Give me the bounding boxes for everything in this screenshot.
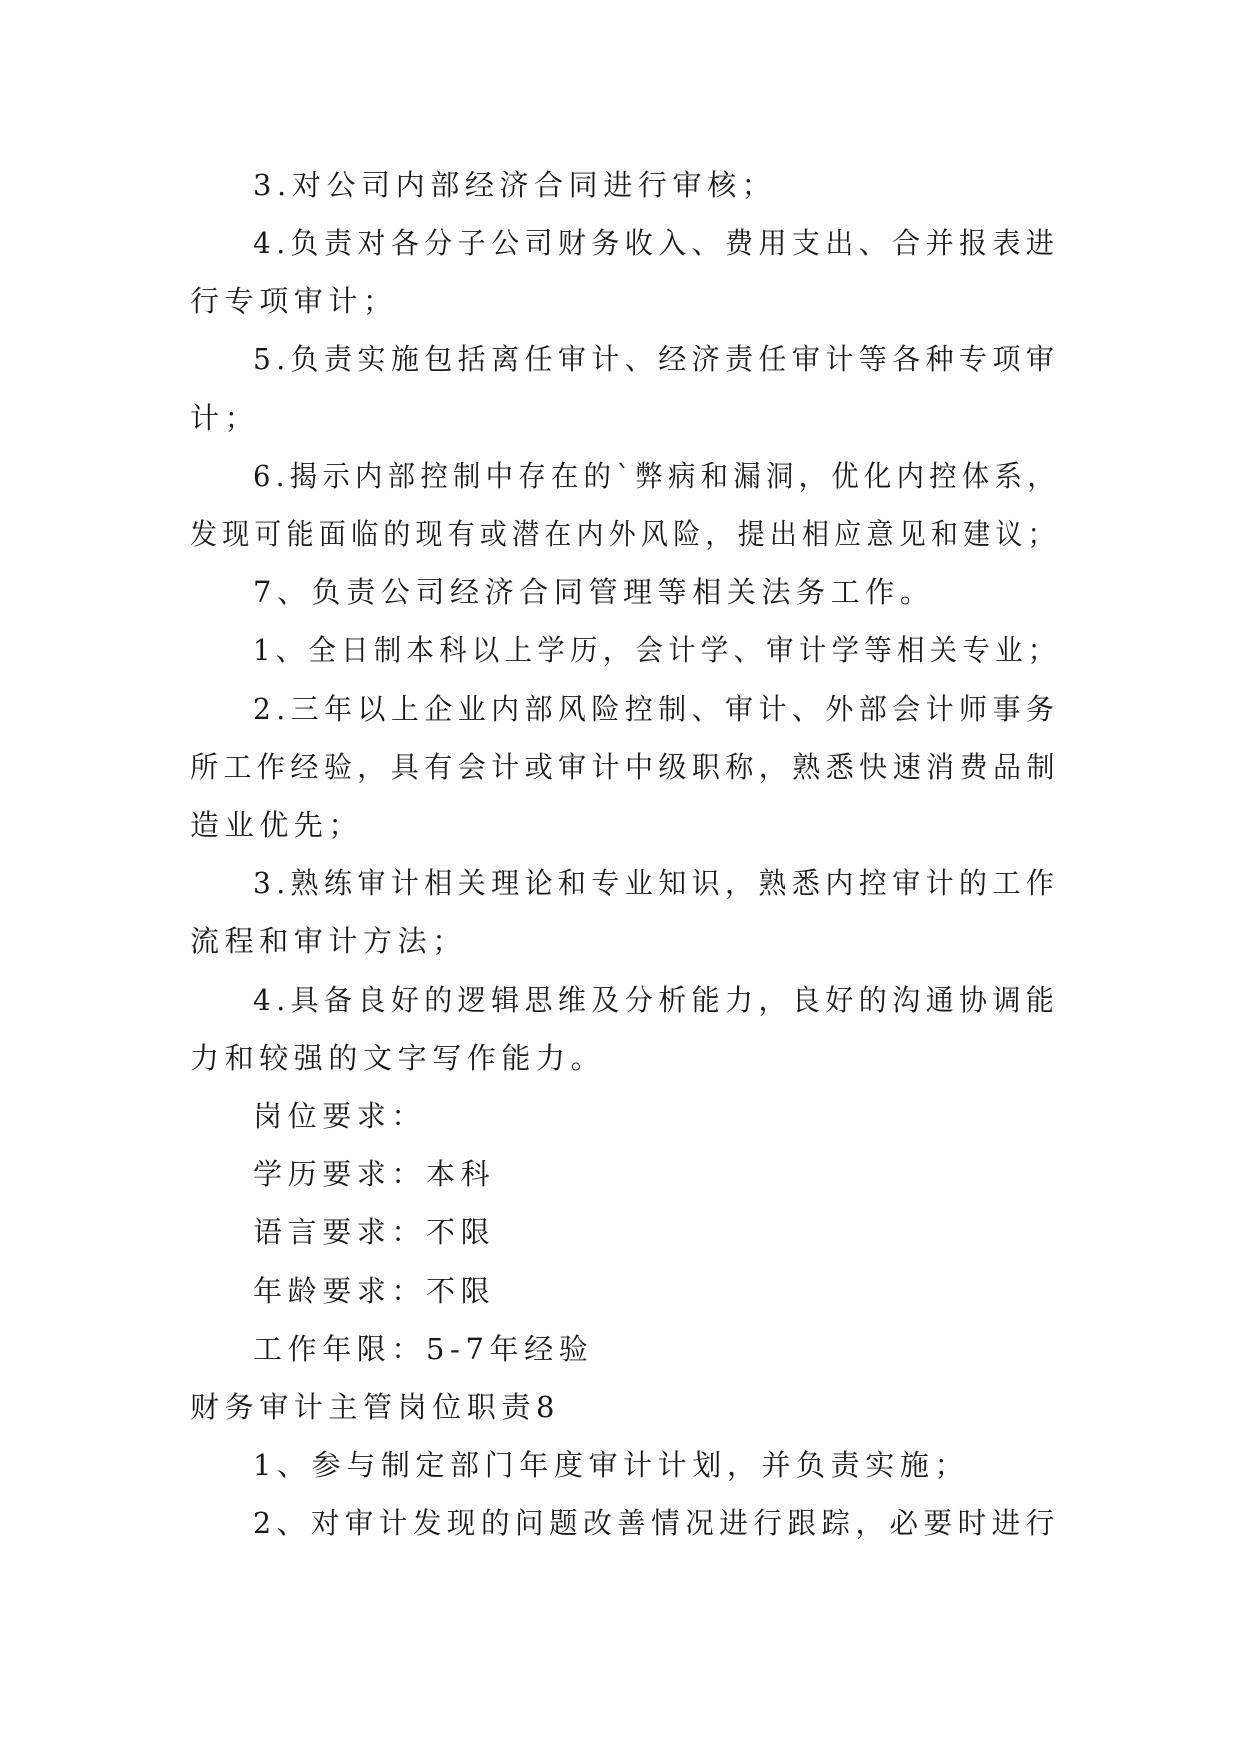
section-heading: 财务审计主管岗位职责8 — [190, 1390, 561, 1424]
text-line: 语言要求：不限 — [253, 1215, 496, 1249]
text-line: 力和较强的文字写作能力。 — [190, 1041, 606, 1075]
text-line: 行专项审计； — [190, 284, 398, 318]
text-line: 1、参与制定部门年度审计计划，并负责实施； — [253, 1448, 970, 1482]
text-line: 4.具备良好的逻辑思维及分析能力，良好的沟通协调能 — [253, 983, 1060, 1017]
text-line: 岗位要求： — [253, 1099, 427, 1133]
text-line: 工作年限：5-7年经验 — [253, 1332, 594, 1366]
text-line: 学历要求：本科 — [253, 1157, 496, 1191]
text-line: 计； — [190, 401, 260, 435]
text-line: 4.负责对各分子公司财务收入、费用支出、合并报表进 — [253, 226, 1060, 260]
text-line: 5.负责实施包括离任审计、经济责任审计等各种专项审 — [253, 342, 1060, 376]
text-line: 2.三年以上企业内部风险控制、审计、外部会计师事务 — [253, 692, 1060, 726]
text-line: 1、全日制本科以上学历，会计学、审计学等相关专业； — [253, 633, 1061, 667]
text-line: 所工作经验，具有会计或审计中级职称，熟悉快速消费品制 — [190, 750, 1060, 784]
text-line: 流程和审计方法； — [190, 924, 467, 958]
text-line: 年龄要求：不限 — [253, 1274, 496, 1308]
text-line: 2、对审计发现的问题改善情况进行跟踪，必要时进行 — [253, 1506, 1060, 1540]
text-line: 7、负责公司经济合同管理等相关法务工作。 — [253, 575, 935, 609]
text-line: 造业优先； — [190, 808, 364, 842]
text-line: 6.揭示内部控制中存在的`弊病和漏洞，优化内控体系， — [253, 459, 1060, 493]
text-line: 3.对公司内部经济合同进行审核； — [253, 168, 777, 202]
text-line: 3.熟练审计相关理论和专业知识，熟悉内控审计的工作 — [253, 866, 1060, 900]
text-line: 发现可能面临的现有或潜在内外风险，提出相应意见和建议； — [190, 517, 1060, 551]
